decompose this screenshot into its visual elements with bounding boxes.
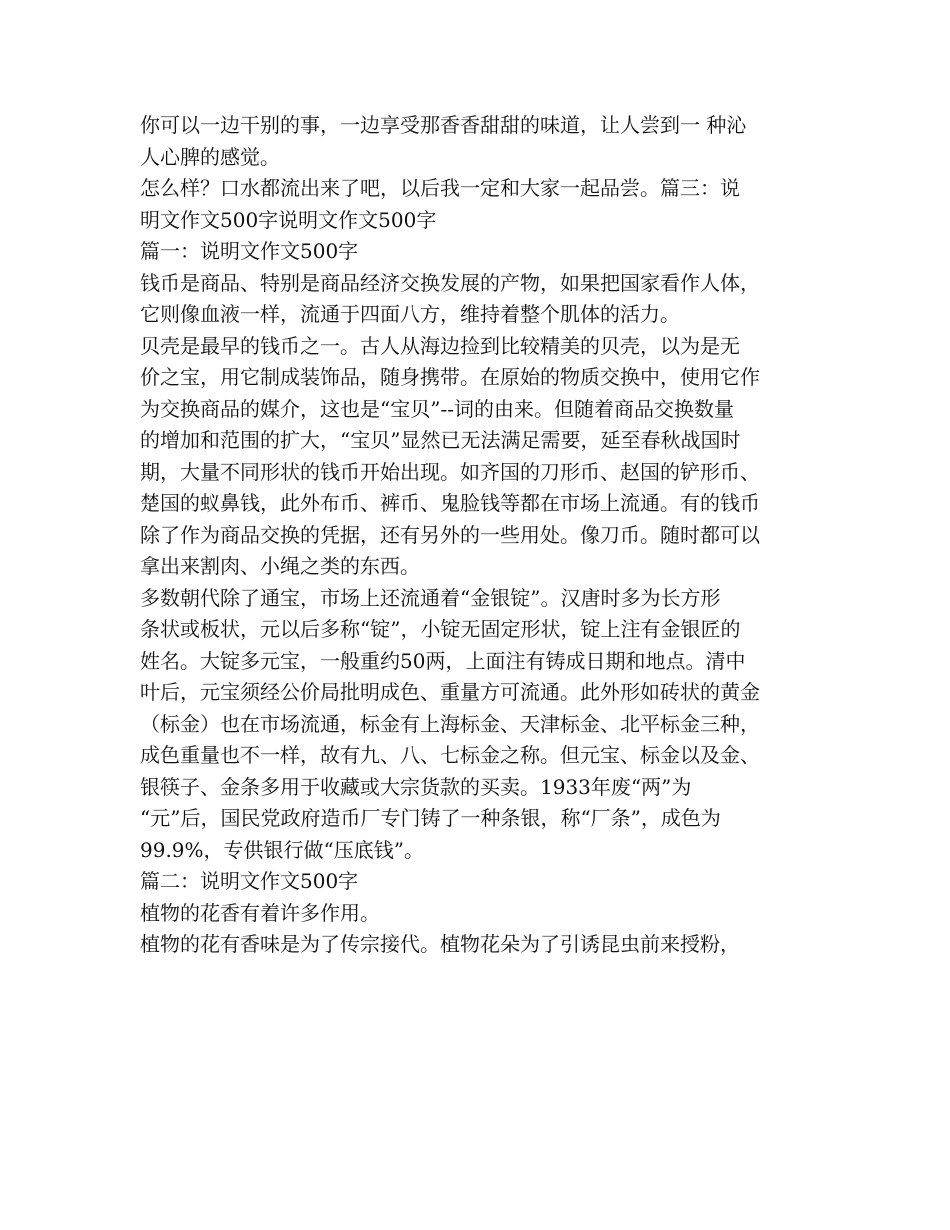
text-line: 99.9%，专供银行做“压底钱”。 [140, 837, 424, 862]
text-line: 钱币是商品、特别是商品经济交换发展的产物，如果把国家看作人体， [140, 270, 760, 295]
text-line: 除了作为商品交换的凭据，还有另外的一些用处。像刀币。随时都可以 [140, 522, 760, 547]
text-line: 多数朝代除了通宝，市场上还流通着“金银锭”。汉唐时多为长方形 [140, 585, 721, 610]
text-line: 拿出来割肉、小绳之类的东西。 [140, 554, 420, 578]
text-line: 银筷子、金条多用于收藏或大宗货款的买卖。1933年废“两”为 [140, 774, 692, 799]
text-line: 篇二：说明文作文500字 [140, 869, 359, 893]
text-line: 篇一：说明文作文500字 [140, 239, 359, 263]
text-line: 贝壳是最早的钱币之一。古人从海边捡到比较精美的贝壳，以为是无 [140, 333, 740, 358]
text-line: （标金）也在市场流通，标金有上海标金、天津标金、北平标金三种， [140, 711, 760, 736]
text-line: 植物的花有香味是为了传宗接代。植物花朵为了引诱昆虫前来授粉， [140, 932, 740, 956]
text-line: 期，大量不同形状的钱币开始出现。如齐国的刀形币、赵国的铲形币、 [140, 459, 760, 484]
text-line: 为交换商品的媒介，这也是“宝贝”--词的由来。但随着商品交换数量 [140, 396, 734, 421]
text-line: 植物的花香有着许多作用。 [140, 900, 380, 925]
text-line: 价之宝，用它制成装饰品，随身携带。在原始的物质交换中，使用它作 [140, 365, 760, 389]
text-line: 成色重量也不一样，故有九、八、七标金之称。但元宝、标金以及金、 [140, 743, 760, 767]
text-line: “元”后，国民党政府造币厂专门铸了一种条银，称“厂条”，成色为 [140, 806, 721, 830]
text-line: 你可以一边干别的事，一边享受那香香甜甜的味道，让人尝到一 种沁 [140, 113, 747, 137]
text-line: 它则像血液一样，流通于四面八方，维持着整个肌体的活力。 [140, 302, 680, 326]
text-line: 的增加和范围的扩大，“宝贝”显然已无法满足需要，延至春秋战国时 [140, 428, 741, 452]
text-line: 条状或板状，元以后多称“锭”，小锭无固定形状，锭上注有金银匠的 [140, 617, 741, 641]
document-page [140, 110, 840, 961]
text-line: 怎么样？口水都流出来了吧，以后我一定和大家一起品尝。篇三：说 [140, 176, 740, 200]
text-line: 明文作文500字说明文作文500字 [140, 207, 437, 232]
text-line: 叶后，元宝须经公价局批明成色、重量方可流通。此外形如砖状的黄金 [140, 680, 760, 704]
text-line: 楚国的蚁鼻钱，此外布币、裤币、鬼脸钱等都在市场上流通。有的钱币 [140, 491, 760, 515]
text-line: 姓名。大锭多元宝，一般重约50两，上面注有铸成日期和地点。清中 [140, 648, 746, 673]
text-line: 人心脾的感觉。 [140, 144, 280, 169]
